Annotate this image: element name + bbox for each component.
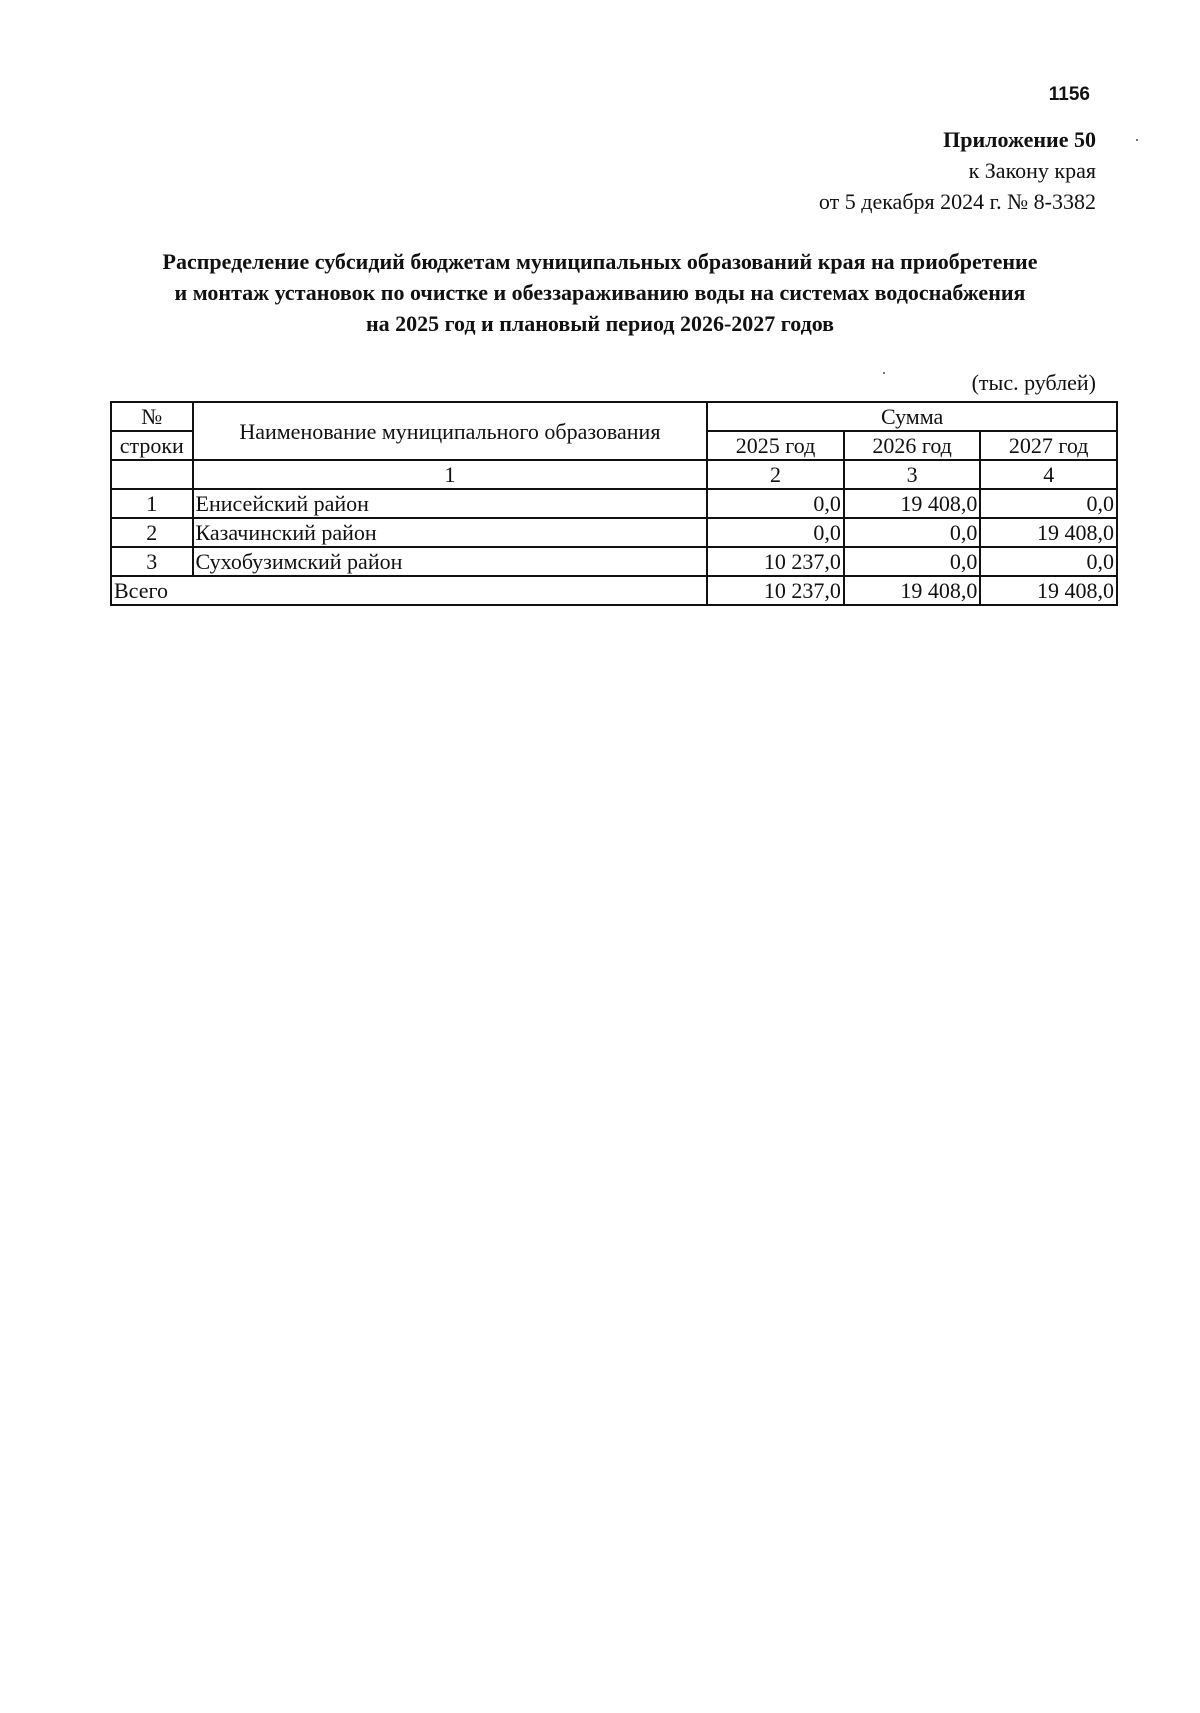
row-number: 1: [111, 489, 193, 518]
appendix-law-reference: к Закону края: [968, 158, 1096, 183]
municipality-name: Сухобузимский район: [193, 547, 708, 576]
header-year-2025: 2025 год: [707, 431, 844, 460]
column-numbers-row: [111, 460, 1117, 489]
header-year-2026: 2026 год: [844, 431, 981, 460]
value-2026: 0,0: [844, 518, 981, 547]
table-row: [111, 518, 1117, 547]
document-title-line-3: на 2025 год и плановый период 2026-2027 годов: [365, 311, 835, 336]
header-year-2027: 2027 год: [980, 431, 1117, 460]
column-number-3: 3: [844, 460, 981, 489]
column-number-1: 1: [193, 460, 708, 489]
municipality-name: Казачинский район: [193, 518, 708, 547]
column-number-empty: [111, 460, 193, 489]
header-row-number: №: [111, 402, 193, 431]
total-2026: 19 408,0: [844, 576, 981, 605]
value-2027: 0,0: [980, 489, 1117, 518]
header-row-number-2: строки: [111, 431, 193, 460]
value-2027: 19 408,0: [980, 518, 1117, 547]
appendix-block: [819, 124, 1096, 217]
document-title-line-1: Распределение субсидий бюджетам муниципальных образований края на приобретение: [162, 249, 1038, 274]
municipality-name: Енисейский район: [193, 489, 708, 518]
appendix-title: Приложение 50: [943, 127, 1096, 152]
value-2025: 0,0: [707, 489, 844, 518]
table-row: [111, 489, 1117, 518]
column-number-4: 4: [980, 460, 1117, 489]
header-sum: Сумма: [707, 402, 1117, 431]
table-header-row: [111, 402, 1117, 431]
column-number-2: 2: [707, 460, 844, 489]
row-number: 3: [111, 547, 193, 576]
value-2026: 0,0: [844, 547, 981, 576]
total-2025: 10 237,0: [707, 576, 844, 605]
table-row: [111, 547, 1117, 576]
subsidy-table: [110, 401, 1118, 606]
value-2026: 19 408,0: [844, 489, 981, 518]
scan-speck: [1136, 139, 1138, 141]
units-label: (тыс. рублей): [971, 370, 1096, 395]
header-municipality-name: Наименование муниципального образования: [193, 402, 708, 460]
total-label: Всего: [111, 576, 707, 605]
document-title: [120, 246, 1080, 339]
scan-speck: [883, 372, 885, 374]
table-total-row: [111, 576, 1117, 605]
document-title-line-2: и монтаж установок по очистке и обеззараживанию воды на системах водоснабжения: [174, 280, 1026, 305]
value-2025: 10 237,0: [707, 547, 844, 576]
appendix-law-date: от 5 декабря 2024 г. № 8-3382: [818, 189, 1096, 214]
value-2027: 0,0: [980, 547, 1117, 576]
row-number: 2: [111, 518, 193, 547]
page-number: 1156: [1048, 84, 1090, 105]
total-2027: 19 408,0: [980, 576, 1117, 605]
value-2025: 0,0: [707, 518, 844, 547]
